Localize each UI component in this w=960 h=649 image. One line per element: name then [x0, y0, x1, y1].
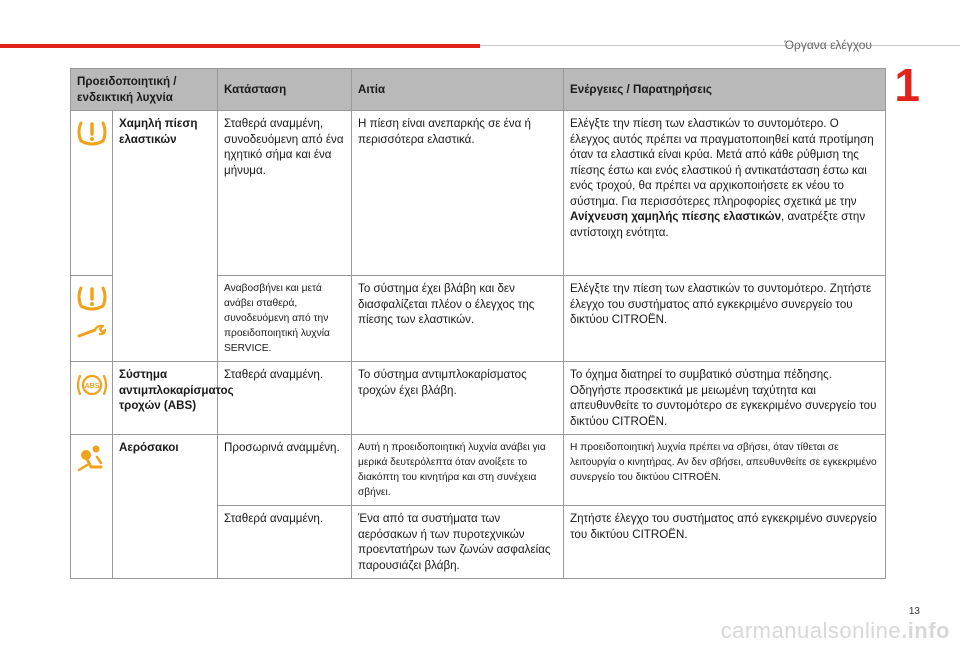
table-row	[71, 435, 886, 506]
watermark	[721, 618, 950, 644]
tyre-pressure-icon	[71, 284, 112, 314]
cause-cell: Η πίεση είναι ανεπαρκής σε ένα ή περισσότερα ελαστικά.	[352, 111, 564, 276]
col-header-action: Ενέργειες / Παρατηρήσεις	[564, 69, 886, 111]
header-accent-bar	[0, 44, 480, 48]
header-divider	[480, 45, 960, 46]
chapter-number: 1	[894, 59, 920, 111]
state-cell: Σταθερά αναμμένη.	[218, 506, 352, 579]
airbag-icon	[71, 443, 112, 473]
icon-cell	[71, 435, 113, 579]
warning-lamps-table	[70, 68, 886, 579]
watermark-text: carmanualsonline	[720, 618, 902, 643]
action-crossref: Ανίχνευση χαμηλής πίεσης ελαστικών	[570, 210, 782, 223]
table-row	[71, 362, 886, 435]
tyre-pressure-icon	[71, 119, 112, 149]
icon-cell	[71, 362, 113, 435]
section-title: Όργανα ελέγχου	[784, 38, 872, 52]
table-row	[71, 111, 886, 276]
action-text-end: , ανατρέξτε στην αντίστοιχη ενότητα.	[570, 210, 866, 239]
action-text: Ελέγξτε την πίεση των ελαστικών το συντομότερο. Ο έλεγχος αυτός πρέπει να πραγματοποιηθεί κατά προτίμηση όταν τα ελαστικά είναι κρύα. Μετά από κάθε ρύθμιση της πίεσης έστω και ενός ελαστικού ή αντικατάσταση έστω και ενός τροχού, θα πρέπει να αρχικοποιήσετε εκ νέου το σύστημα. Για περισσότερες πληροφορίες σχετικά με την	[570, 117, 874, 208]
watermark-suffix: .info	[901, 618, 950, 643]
lamp-name-tyre	[113, 111, 218, 362]
svg-text:ABS: ABS	[84, 383, 99, 390]
col-header-lamp: Προειδοποιητική / ενδεικτική λυχνία	[71, 69, 218, 111]
icon-cell	[71, 111, 113, 276]
cause-cell: Το σύστημα αντιμπλοκαρίσματος τροχών έχει βλάβη.	[352, 362, 564, 435]
table-header-row	[71, 69, 886, 111]
action-cell: Το όχημα διατηρεί το συμβατικό σύστημα πέδησης. Οδηγήστε προσεκτικά με μειωμένη ταχύτητα και απευθυνθείτε το συντομότερο σε εγκεκριμένο συνεργείο του δικτύου CITROËN.	[564, 362, 886, 435]
page-number: 13	[908, 606, 920, 617]
state-cell: Αναβοσβήνει και μετά ανάβει σταθερά, συνοδευόμενη από την προειδοποιητική λυχνία SERVICE.	[218, 276, 352, 362]
cause-cell: Ένα από τα συστήματα των αερόσακων ή των πυροτεχνικών προεντατήρων των ζωνών ασφαλείας παρουσιάζει βλάβη.	[352, 506, 564, 579]
action-cell: Ζητήστε έλεγχο του συστήματος από εγκεκριμένο συνεργείο του δικτύου CITROËN.	[564, 506, 886, 579]
lamp-name-text: Αερόσακοι	[119, 441, 179, 454]
lamp-name-airbags	[113, 435, 218, 579]
icon-cell	[71, 276, 113, 362]
abs-icon	[71, 370, 112, 400]
lamp-name-text: Χαμηλή πίεση ελαστικών	[119, 117, 198, 146]
state-cell: Προσωρινά αναμμένη.	[218, 435, 352, 506]
action-cell	[564, 111, 886, 276]
lamp-name-text: Σύστημα αντιμπλοκαρίσματος τροχών (ABS)	[119, 368, 234, 412]
state-cell: Σταθερά αναμμένη.	[218, 362, 352, 435]
col-header-cause: Αιτία	[352, 69, 564, 111]
action-cell: Ελέγξτε την πίεση των ελαστικών το συντομότερο. Ζητήστε έλεγχο του συστήματος από εγκεκριμένο συνεργείο του δικτύου CITROËN.	[564, 276, 886, 362]
cause-cell: Αυτή η προειδοποιητική λυχνία ανάβει για μερικά δευτερόλεπτα όταν ανοίξετε το διακόπτη του κινητήρα και στη συνέχεια σβήνει.	[352, 435, 564, 506]
cause-cell: Το σύστημα έχει βλάβη και δεν διασφαλίζεται πλέον ο έλεγχος της πίεσης των ελαστικών.	[352, 276, 564, 362]
lamp-name-abs	[113, 362, 234, 435]
state-cell: Σταθερά αναμμένη, συνοδευόμενη από ένα ηχητικό σήμα και ένα μήνυμα.	[218, 111, 352, 276]
wrench-icon	[71, 324, 112, 340]
action-cell: Η προειδοποιητική λυχνία πρέπει να σβήσει, όταν τίθεται σε λειτουργία ο κινητήρας. Αν δεν σβήσει, απευθυνθείτε σε εγκεκριμένο συνεργείο του δικτύου CITROËN.	[564, 435, 886, 506]
col-header-state: Κατάσταση	[218, 69, 352, 111]
